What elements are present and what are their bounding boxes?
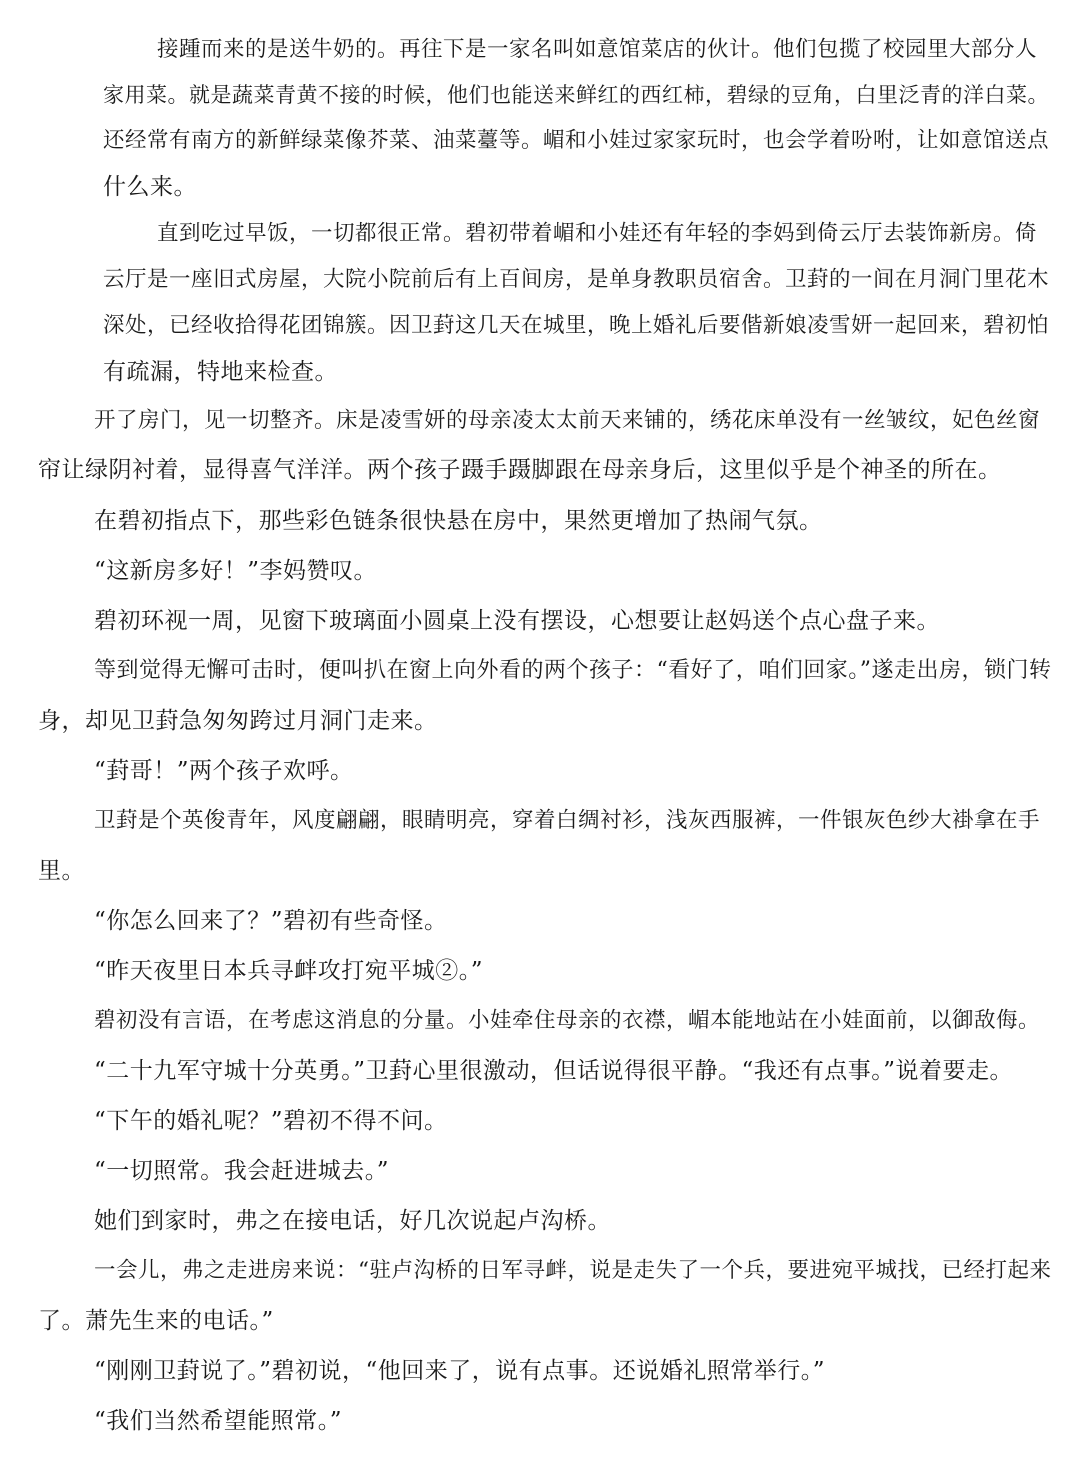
text-line: 里。 bbox=[38, 858, 85, 884]
text-line: 家用菜。就是蔬菜青黄不接的时候，他们也能送来鲜红的西红柿，碧绿的豆角，白里泛青的洋白菜。 bbox=[103, 83, 1049, 107]
text-line: 什么来。 bbox=[103, 174, 197, 200]
text-line: “二十九军守城十分英勇。”卫葑心里很激动，但话说得很平静。“我还有点事。”说着要走。 bbox=[94, 1058, 1014, 1084]
text-line: 了。萧先生来的电话。” bbox=[38, 1308, 274, 1334]
text-line: 在碧初指点下，那些彩色链条很快悬在房中，果然更增加了热闹气氛。 bbox=[94, 508, 823, 534]
text-line: 直到吃过早饭，一切都很正常。碧初带着嵋和小娃还有年轻的李妈到倚云厅去装饰新房。倚 bbox=[157, 221, 1038, 246]
text-line: 碧初环视一周，见窗下玻璃面小圆桌上没有摆设，心想要让赵妈送个点心盘子来。 bbox=[94, 608, 940, 634]
text-line: 有疏漏，特地来检查。 bbox=[103, 359, 338, 385]
text-line: 开了房门，见一切整齐。床是凌雪妍的母亲凌太太前天来铺的，绣花床单没有一丝皱纹，妃色丝窗 bbox=[94, 408, 1041, 433]
text-line: “葑哥！”两个孩子欢呼。 bbox=[94, 758, 354, 784]
text-line: “我们当然希望能照常。” bbox=[94, 1408, 343, 1434]
text-line: “昨天夜里日本兵寻衅攻打宛平城②。” bbox=[94, 958, 484, 984]
text-line: 一会儿，弗之走进房来说：“驻卢沟桥的日军寻衅，说是走失了一个兵，要进宛平城找，已经打起来 bbox=[94, 1258, 1052, 1283]
text-line: 等到觉得无懈可击时，便叫扒在窗上向外看的两个孩子：“看好了，咱们回家。”遂走出房，锁门转 bbox=[94, 658, 1052, 683]
text-line: 身，却见卫葑急匆匆跨过月洞门走来。 bbox=[38, 708, 438, 734]
text-line: 卫葑是个英俊青年，风度翩翩，眼睛明亮，穿着白绸衬衫，浅灰西服裤，一件银灰色纱大褂拿在手 bbox=[94, 808, 1041, 833]
text-line: 云厅是一座旧式房屋，大院小院前后有上百间房，是单身教职员宿舍。卫葑的一间在月洞门里花木 bbox=[103, 267, 1050, 292]
text-line: 接踵而来的是送牛奶的。再往下是一家名叫如意馆菜店的伙计。他们包揽了校园里大部分人 bbox=[157, 37, 1038, 62]
text-line: “你怎么回来了？”碧初有些奇怪。 bbox=[94, 908, 448, 934]
text-line: “刚刚卫葑说了。”碧初说，“他回来了，说有点事。还说婚礼照常举行。” bbox=[94, 1358, 826, 1384]
text-line: “下午的婚礼呢？”碧初不得不问。 bbox=[94, 1108, 448, 1134]
text-line: 碧初没有言语，在考虑这消息的分量。小娃牵住母亲的衣襟，嵋本能地站在小娃面前，以御敌侮。 bbox=[94, 1008, 1041, 1033]
text-line: 她们到家时，弗之在接电话，好几次说起卢沟桥。 bbox=[94, 1208, 611, 1234]
text-line: 深处，已经收拾得花团锦簇。因卫葑这几天在城里，晚上婚礼后要偕新娘凌雪妍一起回来，碧初怕 bbox=[103, 313, 1050, 338]
text-line: “这新房多好！”李妈赞叹。 bbox=[94, 558, 378, 584]
text-line: 还经常有南方的新鲜绿菜像芥菜、油菜薹等。嵋和小娃过家家玩时，也会学着吩咐，让如意馆送点 bbox=[103, 128, 1050, 153]
text-line: “一切照常。我会赶进城去。” bbox=[94, 1158, 390, 1184]
text-line: 帘让绿阴衬着，显得喜气洋洋。两个孩子蹑手蹑脚跟在母亲身后，这里似乎是个神圣的所在。 bbox=[38, 457, 1002, 483]
